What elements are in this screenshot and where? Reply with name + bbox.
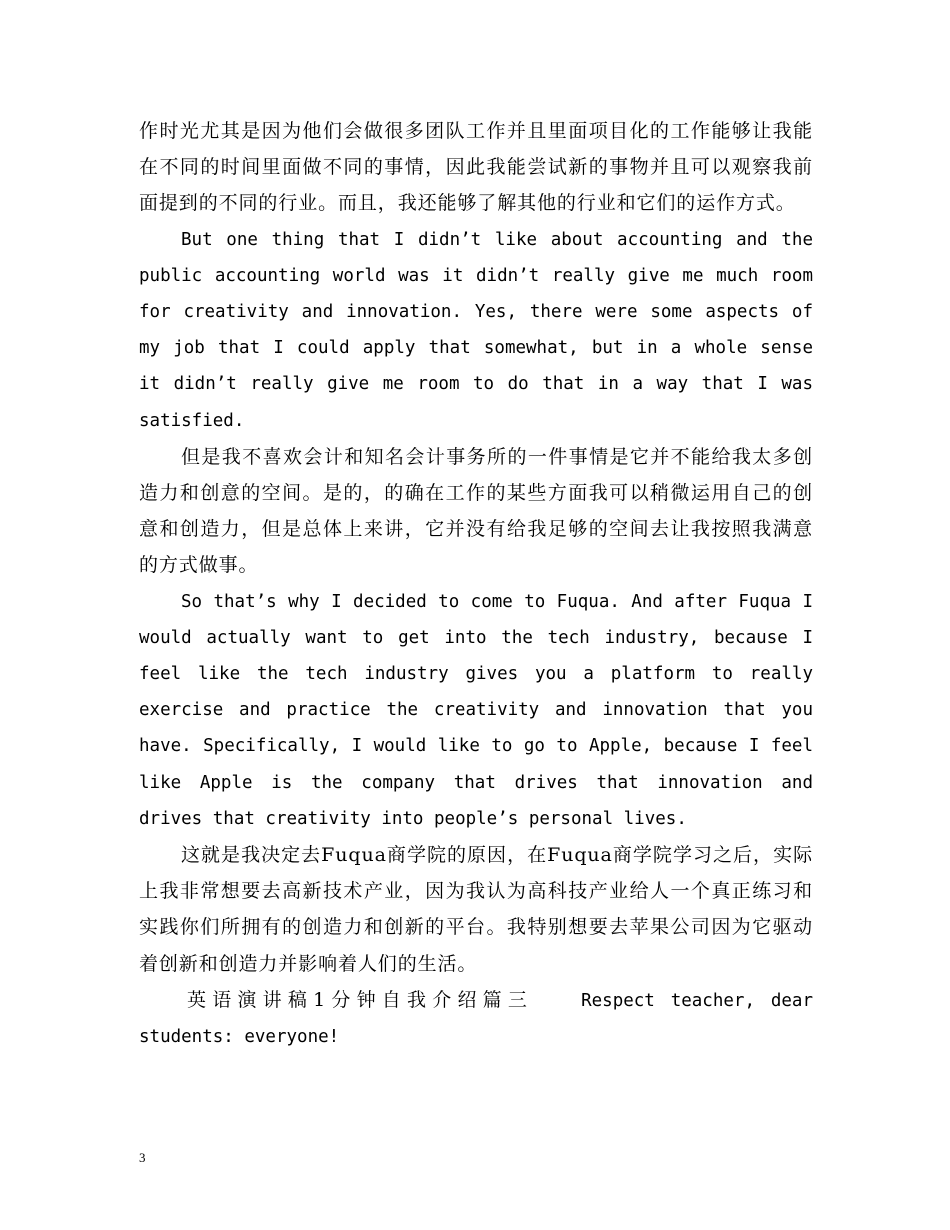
page-number: 3 bbox=[139, 1150, 146, 1165]
document-body bbox=[139, 113, 813, 1055]
paragraph-chinese-fuqua: 这就是我决定去Fuqua商学院的原因，在Fuqua商学院学习之后，实际上我非常想要去高新技术产业，因为我认为高科技产业给人一个真正练习和实践你们所拥有的创造力和创新的平台。我特别想要去苹果公司因为它驱动着创新和创造力并影响着人们的生活。 bbox=[139, 844, 813, 975]
paragraph-english-fuqua: So that’s why I decided to come to Fuqua. And after Fuqua I would actually want to get into the tech industry, because I feel like the tech industry gives you a platform to really exercise and practice the creativity and innovation that you have. Specifically, I would like to go to Apple, because I feel like Apple is the company that drives that innovation and drives that creativity into people’s personal lives. bbox=[139, 591, 813, 829]
section-heading: 英语演讲稿1分钟自我介绍篇三 bbox=[187, 988, 534, 1011]
section-opening-text: Respect teacher, dear students: everyone! bbox=[139, 990, 813, 1048]
paragraph-english-accounting: But one thing that I didn’t like about accounting and the public accounting world was it didn’t really give me much room for creativity and innovation. Yes, there were some aspects of my job that I could apply that somewhat, but in a whole sense it didn’t really give me room to do that in a way that I was satisfied. bbox=[139, 229, 813, 431]
paragraph-chinese-accounting: 但是我不喜欢会计和知名会计事务所的一件事情是它并不能给我太多创造力和创意的空间。是的，的确在工作的某些方面我可以稍微运用自己的创意和创造力，但是总体上来讲，它并没有给我足够的空间去让我按照我满意的方式做事。 bbox=[139, 445, 813, 577]
section-heading-line bbox=[139, 982, 813, 1055]
paragraph-chinese-continued: 作时光尤其是因为他们会做很多团队工作并且里面项目化的工作能够让我能在不同的时间里面做不同的事情，因此我能尝试新的事物并且可以观察我前面提到的不同的行业。而且，我还能够了解其他的行业和它们的运作方式。 bbox=[139, 120, 813, 215]
